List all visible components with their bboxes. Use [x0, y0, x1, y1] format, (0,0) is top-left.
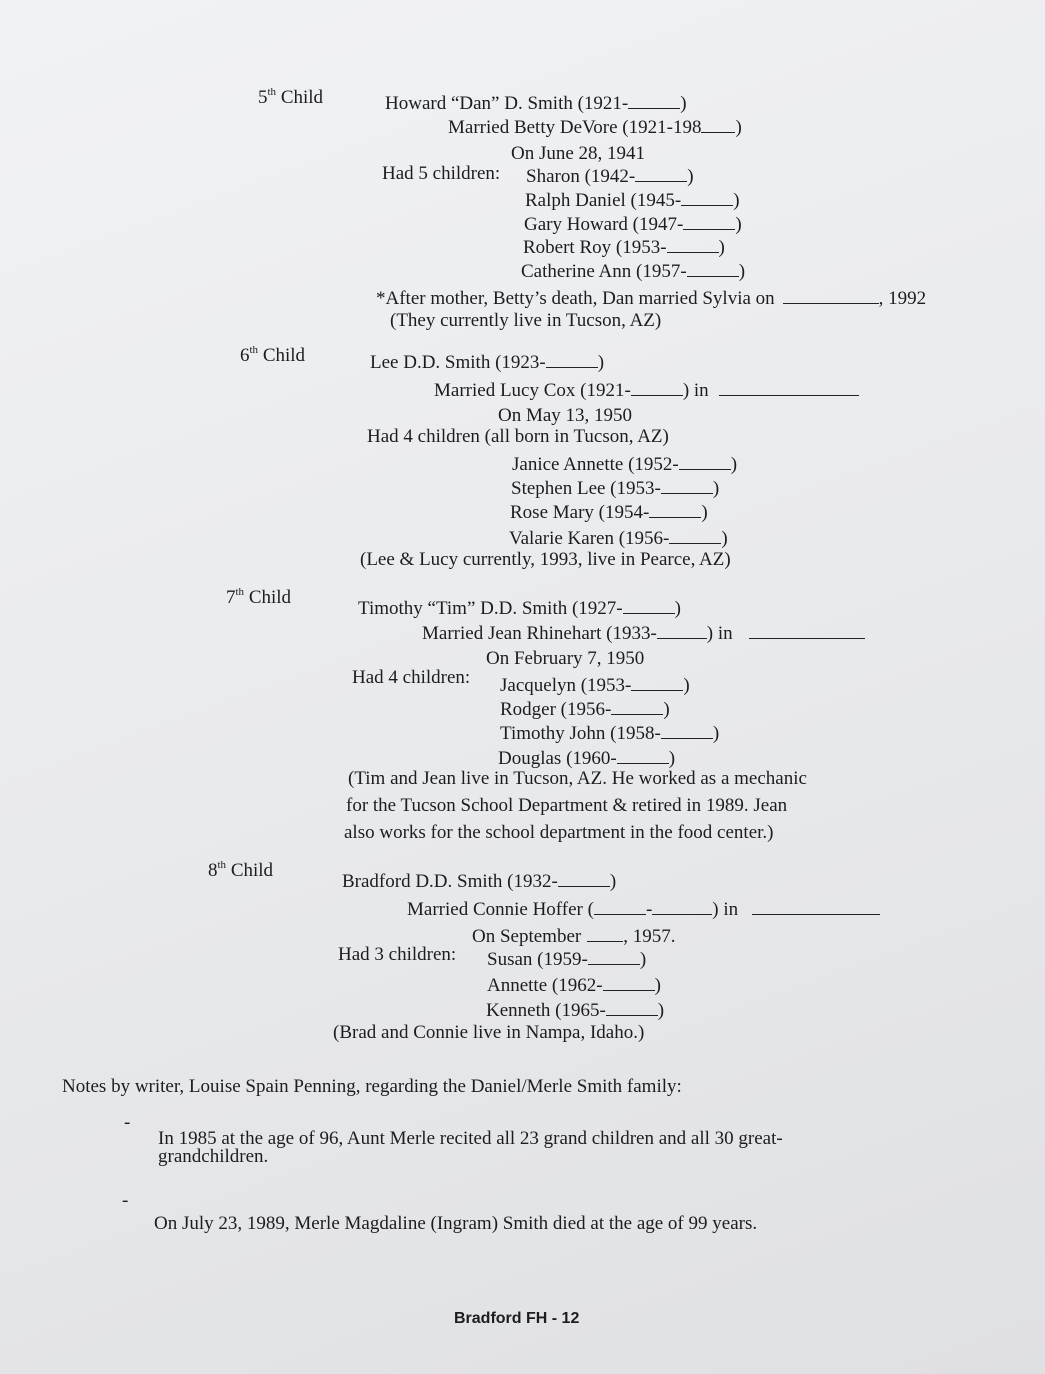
seventh-marriage-date: On February 7, 1950 [486, 648, 645, 669]
eighth-child-label: 8th Child [208, 859, 274, 881]
sixth-residence-note: (Lee & Lucy currently, 1993, live in Pearce, AZ) [360, 549, 731, 570]
fifth-kid-4: Robert Roy (1953- ) [523, 237, 725, 258]
sixth-kid-2: Stephen Lee (1953- ) [511, 478, 720, 499]
eighth-kid-3: Kenneth (1965- ) [486, 1000, 665, 1021]
sixth-child-label: 6th Child [240, 344, 306, 366]
seventh-note-line-3: also works for the school department in the food center.) [344, 822, 774, 843]
fifth-residence-note: (They currently live in Tucson, AZ) [390, 310, 662, 331]
notes-heading: Notes by writer, Louise Spain Penning, regarding the Daniel/Merle Smith family: [62, 1076, 682, 1097]
sixth-spouse: Married Lucy Cox (1921- ) in [434, 380, 859, 402]
fifth-remarriage-note: *After mother, Betty’s death, Dan married Sylvia on , 1992 [376, 288, 927, 309]
fifth-kid-3: Gary Howard (1947- ) [524, 214, 742, 235]
eighth-residence-note: (Brad and Connie live in Nampa, Idaho.) [333, 1022, 645, 1043]
fifth-child-label: 5th Child [258, 86, 324, 108]
seventh-kid-1: Jacquelyn (1953- ) [500, 675, 690, 696]
fifth-kid-5: Catherine Ann (1957- ) [521, 261, 746, 282]
fifth-spouse: Married Betty DeVore (1921-198 ) [448, 117, 742, 138]
eighth-kid-2: Annette (1962- ) [487, 975, 661, 996]
fifth-kid-2: Ralph Daniel (1945- ) [525, 190, 740, 211]
fifth-children-label: Had 5 children: [382, 163, 501, 184]
seventh-note-line-1: (Tim and Jean live in Tucson, AZ. He worked as a mechanic [348, 768, 807, 789]
eighth-child-name: Bradford D.D. Smith (1932- ) [342, 871, 617, 892]
seventh-children-label: Had 4 children: [352, 667, 471, 688]
seventh-kid-4: Douglas (1960- ) [498, 748, 676, 769]
seventh-note-line-2: for the Tucson School Department & retired in 1989. Jean [346, 795, 788, 816]
notes-item-2: On July 23, 1989, Merle Magdaline (Ingram) Smith died at the age of 99 years. [154, 1213, 758, 1234]
eighth-spouse: Married Connie Hoffer ( - ) in [407, 899, 880, 921]
seventh-kid-2: Rodger (1956- ) [500, 699, 670, 720]
notes-bullet-2: - [122, 1190, 129, 1211]
sixth-child-name: Lee D.D. Smith (1923- ) [370, 352, 605, 373]
sixth-children-label: Had 4 children (all born in Tucson, AZ) [367, 426, 669, 447]
eighth-children-label: Had 3 children: [338, 944, 457, 965]
sixth-marriage-date: On May 13, 1950 [498, 405, 633, 426]
notes-item-1-line-1: In 1985 at the age of 96, Aunt Merle recited all 23 grand children and all 30 great- [158, 1128, 783, 1149]
sixth-kid-4: Valarie Karen (1956- ) [509, 528, 728, 549]
eighth-marriage-date: On September , 1957. [472, 926, 676, 947]
seventh-child-label: 7th Child [226, 586, 292, 608]
seventh-kid-3: Timothy John (1958- ) [500, 723, 720, 744]
sixth-kid-3: Rose Mary (1954- ) [510, 502, 708, 523]
notes-bullet-1: - [124, 1112, 131, 1133]
page-footer: Bradford FH - 12 [454, 1310, 580, 1327]
sixth-kid-1: Janice Annette (1952- ) [512, 454, 738, 475]
fifth-kid-1: Sharon (1942- ) [526, 166, 694, 187]
seventh-spouse: Married Jean Rhinehart (1933- ) in [422, 623, 865, 645]
fifth-child-name: Howard “Dan” D. Smith (1921- ) [385, 93, 687, 114]
eighth-kid-1: Susan (1959- ) [487, 949, 647, 970]
seventh-child-name: Timothy “Tim” D.D. Smith (1927- ) [358, 598, 681, 619]
notes-item-1-line-2: grandchildren. [158, 1146, 269, 1167]
fifth-marriage-date: On June 28, 1941 [511, 143, 646, 164]
